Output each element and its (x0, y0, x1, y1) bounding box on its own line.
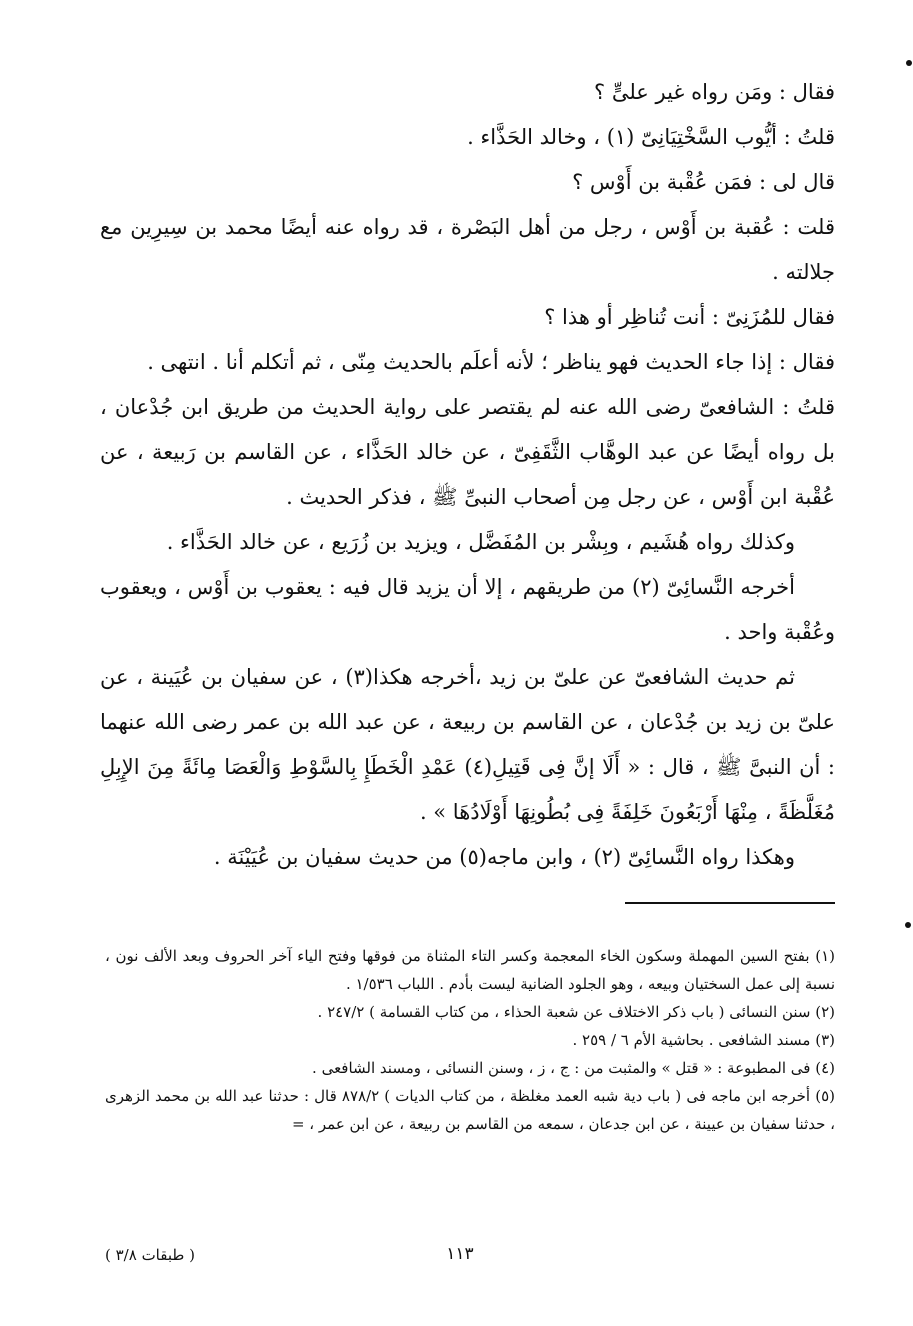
page-number: ١١٣ (446, 1244, 474, 1264)
footnotes-block (105, 942, 835, 1138)
paragraph: فقال : ومَن رواه غير علىٍّ ؟ (594, 80, 835, 104)
paragraph: أخرجه النَّسائِىّ (٢) من طريقهم ، إلا أن يزيد قال فيه : يعقوب بن أَوْس ، ويعقوب وعُقْبة واحد . (100, 575, 835, 644)
page-footer (0, 1244, 913, 1274)
paragraph: وهكذا رواه النَّسائِىّ (٢) ، وابن ماجه(٥) من حديث سفيان بن عُيَيْنَة . (213, 845, 795, 869)
main-text-block (100, 70, 835, 880)
paragraph: فقال للمُزَنِىّ : أنت تُناظِر أو هذا ؟ (544, 305, 835, 329)
paragraph: قال لى : فمَن عُقْبة بن أَوْس ؟ (572, 170, 835, 194)
paragraph: وكذلك رواه هُشَيم ، وبِشْر بن المُفَضَّل ، ويزيد بن زُرَيع ، عن خالد الحَذَّاء . (166, 530, 795, 554)
footnote-divider (625, 902, 835, 904)
footnote: (٣) مسند الشافعى . بحاشية الأم ٦ / ٢٥٩ . (572, 1031, 835, 1049)
paragraph: قلتُ : الشافعىّ رضى الله عنه لم يقتصر على رواية الحديث من طريق ابن جُدْعان ، بل رواه أيضًا عن عبد الوهَّاب الثَّقَفِىّ ، عن خالد الحَذَّاء ، عن القاسم بن رَبيعة ، عن عُقْبة ابن أَوْس ، عن رجل مِن أصحاب النبىِّ ﷺ ، فذكر الحديث . (100, 395, 835, 509)
paragraph: قلت : عُقبة بن أَوْس ، رجل من أهل البَصْرة ، قد رواه عنه أيضًا محمد بن سِيرِين مع جلالته . (100, 215, 835, 284)
footnote: (١) بفتح السين المهملة وسكون الخاء المعجمة وكسر التاء المثناة من فوقها وفتح الياء آخر الحروف وبعد الألف نون ، نسبة إلى عمل السختيان وبيعه ، وهو الجلود الضانية ليست بأدم . اللباب ١/٥٣٦ . (105, 947, 835, 993)
print-signature: ( طبقات ٣/٨ ) (105, 1246, 195, 1264)
paragraph: فقال : إذا جاء الحديث فهو يناظر ؛ لأنه أعلَم بالحديث مِنّى ، ثم أتكلم أنا . انتهى . (147, 350, 835, 374)
footnote: (٢) سنن النسائى ( باب ذكر الاختلاف عن شعبة الحذاء ، من كتاب القسامة ) ٢٤٧/٢ . (317, 1003, 835, 1021)
footnote: (٤) فى المطبوعة : « قتل » والمثبت من : ج ، ز ، وسنن النسائى ، ومسند الشافعى . (312, 1059, 835, 1077)
paragraph: قلتُ : أيُّوب السَّخْتِيَانِىّ (١) ، وخالد الحَذَّاء . (467, 125, 835, 149)
scan-edge-mark (906, 60, 912, 66)
footnote: (٥) أخرجه ابن ماجه فى ( باب دية شبه العمد مغلظة ، من كتاب الديات ) ٨٧٨/٢ قال : حدثنا عبد الله بن محمد الزهرى ، حدثنا سفيان بن عيينة ، عن ابن جدعان ، سمعه من القاسم بن ربيعة ، عن ابن عمر ، = (105, 1087, 835, 1133)
paragraph: ثم حديث الشافعىّ عن علىّ بن زيد ،أخرجه هكذا(٣) ، عن سفيان بن عُيَينة ، عن علىّ بن زيد بن جُدْعان ، عن القاسم بن ربيعة ، عن عبد الله بن عمر رضى الله عنهما : أن النبىَّ ﷺ ، قال : « أَلَا إنَّ فِى قَتِيلِ(٤) عَمْدِ الْخَطَإِ بِالسَّوْطِ وَالْعَصَا مِائَةً مِنَ الإِبِلِ مُغَلَّظَةً ، مِنْهَا أَرْبَعُونَ خَلِفَةً فِى بُطُونِهَا أَوْلَادُهَا » . (100, 665, 835, 824)
scan-edge-mark (905, 922, 911, 928)
